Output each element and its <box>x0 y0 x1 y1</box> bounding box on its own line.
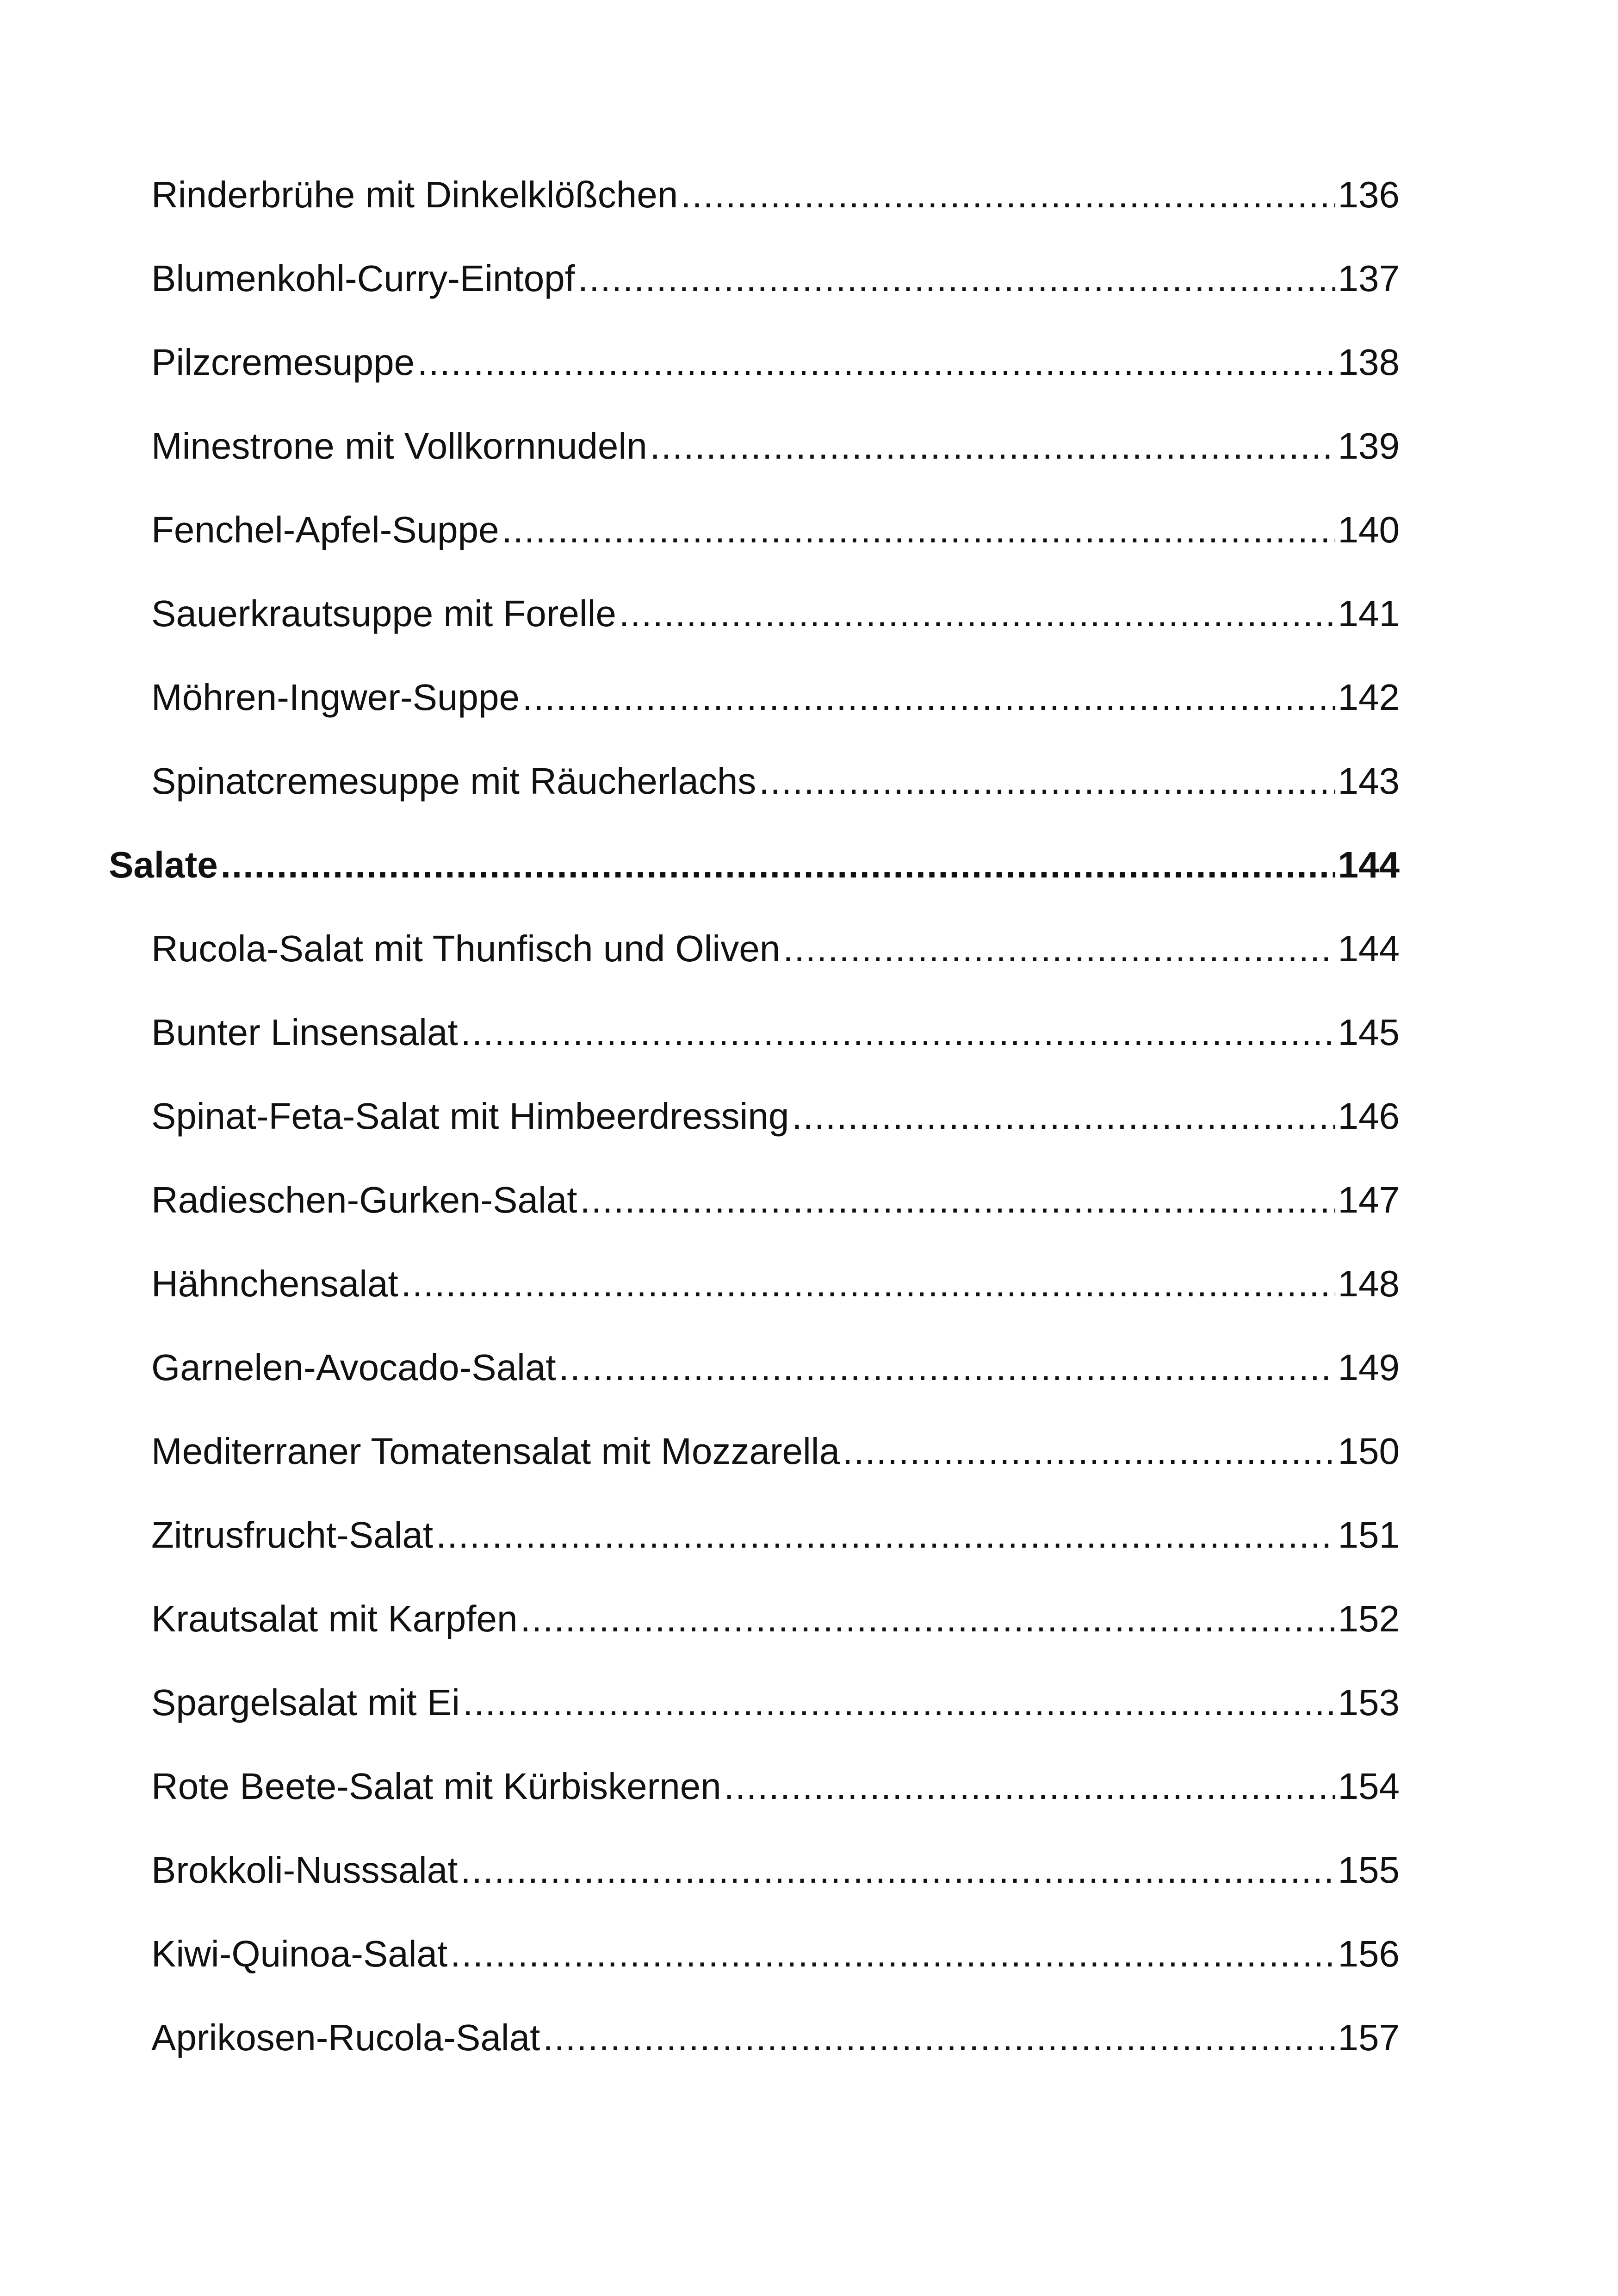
toc-entry-rinderbruehe <box>109 153 1400 236</box>
toc-entry-title: Blumenkohl-Curry-Eintopf <box>151 258 575 299</box>
toc-entry-krautsalat <box>109 1577 1400 1661</box>
toc-page-number: 148 <box>1338 1263 1400 1304</box>
toc-entry-tomatensalat <box>109 1409 1400 1493</box>
toc-entry-blumenkohl <box>109 236 1400 320</box>
toc-page-number: 146 <box>1338 1095 1400 1137</box>
toc-page-number: 147 <box>1338 1179 1400 1220</box>
toc-page-number: 139 <box>1338 425 1400 467</box>
toc-entry-spinatcremesuppe <box>109 739 1400 823</box>
toc-entry-rote-beete <box>109 1744 1400 1828</box>
toc-entry-garnelen-avocado <box>109 1325 1400 1409</box>
toc-entry-title: Hähnchensalat <box>151 1263 398 1304</box>
toc-dot-leader <box>792 1074 1335 1158</box>
toc-page-number: 150 <box>1338 1431 1400 1472</box>
toc-entry-title: Möhren-Ingwer-Suppe <box>151 677 520 718</box>
toc-entry-title: Fenchel-Apfel-Suppe <box>151 509 499 550</box>
toc-dot-leader <box>221 823 1335 907</box>
toc-page-number: 144 <box>1338 844 1400 885</box>
toc-page-number: 156 <box>1338 1933 1400 1974</box>
toc-page-number: 145 <box>1338 1012 1400 1053</box>
toc-entry-title: Rucola-Salat mit Thunfisch und Oliven <box>151 928 781 969</box>
toc-entry-fenchel-apfel <box>109 488 1400 572</box>
toc-entry-title: Rinderbrühe mit Dinkelklößchen <box>151 174 678 215</box>
toc-dot-leader <box>843 1409 1335 1493</box>
toc-entry-brokkoli-nuss <box>109 1828 1400 1912</box>
toc-section-title: Salate <box>109 844 218 885</box>
toc-dot-leader <box>436 1493 1335 1577</box>
toc-page-number: 155 <box>1338 1849 1400 1891</box>
toc-page-number: 144 <box>1338 928 1400 969</box>
toc-dot-leader <box>461 990 1335 1074</box>
toc-entry-title: Brokkoli-Nusssalat <box>151 1849 458 1891</box>
toc-entry-aprikosen-rucola <box>109 1996 1400 2079</box>
toc-entry-radieschen-gurken <box>109 1158 1400 1242</box>
toc-dot-leader <box>559 1325 1335 1409</box>
toc-dot-leader <box>681 153 1335 236</box>
toc-page-number: 149 <box>1338 1347 1400 1388</box>
toc-entry-title: Kiwi-Quinoa-Salat <box>151 1933 448 1974</box>
toc-dot-leader <box>460 1828 1335 1912</box>
toc-entry-haehnchensalat <box>109 1242 1400 1325</box>
toc-entry-title: Minestrone mit Vollkornnudeln <box>151 425 647 467</box>
table-of-contents <box>109 153 1400 2079</box>
toc-page-number: 136 <box>1338 174 1400 215</box>
toc-dot-leader <box>650 404 1335 488</box>
toc-dot-leader <box>401 1242 1335 1325</box>
toc-entry-spargelsalat <box>109 1661 1400 1744</box>
toc-dot-leader <box>463 1661 1335 1744</box>
toc-dot-leader <box>724 1744 1335 1828</box>
toc-page-number: 138 <box>1338 342 1400 383</box>
toc-page-number: 151 <box>1338 1514 1400 1556</box>
toc-entry-rucola-thunfisch <box>109 907 1400 990</box>
toc-page-number: 141 <box>1338 593 1400 634</box>
toc-section-salate <box>109 823 1400 907</box>
toc-dot-leader <box>578 236 1335 320</box>
toc-page-number: 157 <box>1338 2017 1400 2058</box>
toc-dot-leader <box>783 907 1335 990</box>
toc-entry-kiwi-quinoa <box>109 1912 1400 1996</box>
toc-entry-title: Krautsalat mit Karpfen <box>151 1598 518 1639</box>
toc-entry-title: Mediterraner Tomatensalat mit Mozzarella <box>151 1431 840 1472</box>
toc-dot-leader <box>417 320 1335 404</box>
toc-page-number: 154 <box>1338 1766 1400 1807</box>
toc-page-number: 142 <box>1338 677 1400 718</box>
toc-dot-leader <box>522 655 1335 739</box>
toc-page-number: 143 <box>1338 760 1400 802</box>
toc-entry-minestrone <box>109 404 1400 488</box>
toc-dot-leader <box>502 488 1335 572</box>
toc-page-number: 152 <box>1338 1598 1400 1639</box>
toc-page-number: 140 <box>1338 509 1400 550</box>
toc-entry-title: Zitrusfrucht-Salat <box>151 1514 434 1556</box>
toc-entry-moehren-ingwer <box>109 655 1400 739</box>
toc-dot-leader <box>619 572 1335 655</box>
toc-entry-linsensalat <box>109 990 1400 1074</box>
toc-page-number: 137 <box>1338 258 1400 299</box>
toc-entry-title: Aprikosen-Rucola-Salat <box>151 2017 540 2058</box>
toc-entry-pilzcremesuppe <box>109 320 1400 404</box>
toc-entry-title: Spargelsalat mit Ei <box>151 1682 460 1723</box>
toc-page-number: 153 <box>1338 1682 1400 1723</box>
toc-entry-title: Radieschen-Gurken-Salat <box>151 1179 577 1220</box>
toc-entry-title: Spinat-Feta-Salat mit Himbeerdressing <box>151 1095 789 1137</box>
toc-entry-title: Spinatcremesuppe mit Räucherlachs <box>151 760 756 802</box>
toc-entry-title: Bunter Linsensalat <box>151 1012 458 1053</box>
toc-entry-title: Pilzcremesuppe <box>151 342 415 383</box>
toc-entry-title: Garnelen-Avocado-Salat <box>151 1347 556 1388</box>
toc-dot-leader <box>543 1996 1335 2079</box>
toc-entry-spinat-feta <box>109 1074 1400 1158</box>
toc-entry-title: Rote Beete-Salat mit Kürbiskernen <box>151 1766 721 1807</box>
toc-dot-leader <box>450 1912 1335 1996</box>
toc-dot-leader <box>520 1577 1335 1661</box>
toc-entry-sauerkrautsuppe <box>109 572 1400 655</box>
toc-dot-leader <box>759 739 1335 823</box>
toc-entry-zitrusfrucht <box>109 1493 1400 1577</box>
toc-entry-title: Sauerkrautsuppe mit Forelle <box>151 593 616 634</box>
toc-dot-leader <box>580 1158 1335 1242</box>
